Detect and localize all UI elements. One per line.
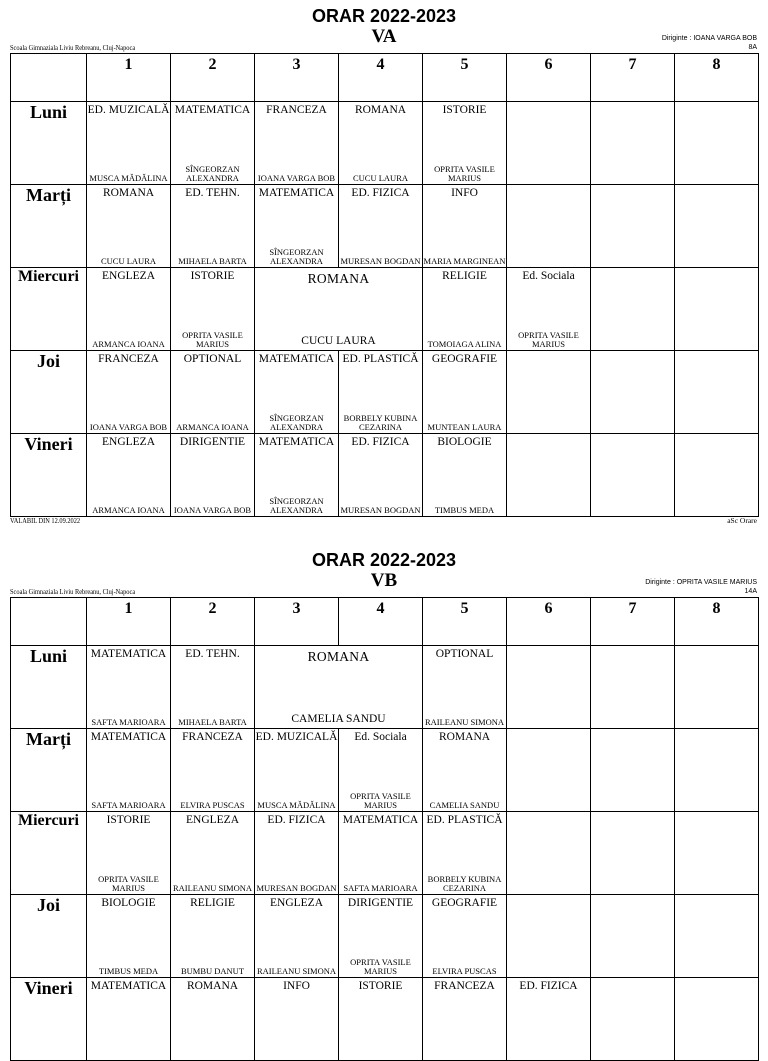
subject: DIRIGENTIE: [179, 436, 246, 448]
empty-cell: [507, 102, 591, 185]
day-row-joi: [11, 895, 759, 978]
empty-cell: [675, 978, 759, 1061]
subject: MATEMATICA: [258, 187, 335, 199]
lesson-cell: [339, 434, 423, 517]
empty-cell: [591, 185, 675, 268]
subject: MATEMATICA: [90, 980, 167, 992]
day-label: Miercuri: [11, 812, 87, 895]
period-header: 4: [339, 54, 423, 102]
teacher: BORBELY KUBINA CEZARINA: [343, 413, 418, 432]
lesson-cell: [171, 102, 255, 185]
subject: MATEMATICA: [90, 648, 167, 660]
lesson-cell: [339, 895, 423, 978]
empty-cell: [591, 434, 675, 517]
subject: GEOGRAFIE: [431, 353, 498, 365]
lesson-cell: [171, 351, 255, 434]
lesson-cell: [87, 729, 171, 812]
day-label: Joi: [11, 895, 87, 978]
day-row-luni: [11, 102, 759, 185]
period-header: 2: [171, 598, 255, 646]
lesson-cell: [423, 434, 507, 517]
teacher: TOMOIAGA ALINA: [427, 339, 502, 349]
lesson-cell: [87, 351, 171, 434]
lesson-cell: [87, 812, 171, 895]
lesson-cell: [507, 978, 591, 1061]
subject: ED. MUZICALĂ: [87, 104, 170, 116]
empty-cell: [675, 434, 759, 517]
teacher: MURESAN BOGDAN: [340, 505, 421, 515]
subject: ROMANA: [102, 187, 155, 199]
lesson-cell: [423, 729, 507, 812]
subject: FRANCEZA: [434, 980, 495, 992]
subject: ED. FIZICA: [351, 436, 410, 448]
subject: ROMANA: [438, 731, 491, 743]
lesson-cell: [171, 978, 255, 1061]
lesson-cell: [87, 102, 171, 185]
subject: ROMANA: [354, 104, 407, 116]
subject: ROMANA: [307, 649, 370, 664]
empty-cell: [507, 351, 591, 434]
school-name: Scoala Gimnaziala Liviu Rebreanu, Cluj-Napoca: [10, 587, 136, 596]
lesson-cell: [339, 185, 423, 268]
lesson-cell: [171, 812, 255, 895]
empty-cell: [591, 646, 675, 729]
class-teacher: Diriginte : IOANA VARGA BOB: [661, 35, 757, 42]
teacher: RAILEANU SIMONA: [256, 966, 337, 976]
teacher: ARMANCA IOANA: [92, 505, 165, 515]
subject: MATEMATICA: [90, 731, 167, 743]
subject: ISTORIE: [442, 104, 487, 116]
lesson-cell: [87, 434, 171, 517]
teacher: TIMBUS MEDA: [434, 505, 495, 515]
empty-cell: [591, 268, 675, 351]
lesson-cell: [171, 895, 255, 978]
day-label: Luni: [11, 646, 87, 729]
empty-cell: [591, 729, 675, 812]
period-header: 3: [255, 598, 339, 646]
period-header: 1: [87, 54, 171, 102]
day-row-miercuri: [11, 268, 759, 351]
lesson-cell: [87, 185, 171, 268]
lesson-cell: [423, 268, 507, 351]
subject: Ed. Sociala: [354, 731, 407, 743]
subject: MATEMATICA: [258, 353, 335, 365]
period-header-row: [11, 54, 759, 102]
teacher: IOANA VARGA BOB: [257, 173, 336, 183]
corner-cell: [11, 598, 87, 646]
teacher: MIHAELA BARTA: [178, 717, 247, 727]
period-header: 2: [171, 54, 255, 102]
lesson-cell: [171, 434, 255, 517]
empty-cell: [675, 646, 759, 729]
class-name: VB: [370, 570, 398, 591]
teacher: OPRITA VASILE MARIUS: [182, 330, 243, 349]
teacher: CUCU LAURA: [352, 173, 409, 183]
period-header: 6: [507, 598, 591, 646]
lesson-cell: [87, 268, 171, 351]
teacher: CUCU LAURA: [301, 335, 376, 347]
period-header-row: [11, 598, 759, 646]
teacher: SÎNGEORZAN ALEXANDRA: [269, 496, 324, 515]
empty-cell: [591, 102, 675, 185]
day-label: Marți: [11, 729, 87, 812]
lesson-cell: [255, 351, 339, 434]
subject: OPTIONAL: [435, 648, 494, 660]
lesson-cell: [423, 812, 507, 895]
teacher: MIHAELA BARTA: [178, 256, 247, 266]
day-label: Vineri: [11, 434, 87, 517]
subject: FRANCEZA: [182, 731, 243, 743]
teacher: SAFTA MARIOARA: [91, 800, 166, 810]
subject: ROMANA: [186, 980, 239, 992]
lesson-cell: [255, 102, 339, 185]
teacher: MURESAN BOGDAN: [256, 883, 337, 893]
subject: ISTORIE: [358, 980, 403, 992]
valid-from: VALABIL DIN 12.09.2022: [10, 516, 81, 525]
teacher: SÎNGEORZAN ALEXANDRA: [269, 413, 324, 432]
teacher: SÎNGEORZAN ALEXANDRA: [269, 247, 324, 266]
empty-cell: [675, 351, 759, 434]
empty-cell: [675, 812, 759, 895]
lesson-cell: [339, 812, 423, 895]
teacher: CUCU LAURA: [100, 256, 157, 266]
day-row-joi: [11, 351, 759, 434]
classroom: 8A: [748, 44, 757, 51]
subject: ED. PLASTICĂ: [426, 814, 503, 826]
lesson-cell: [255, 729, 339, 812]
teacher: IOANA VARGA BOB: [89, 422, 168, 432]
subject: BIOLOGIE: [101, 897, 156, 909]
day-label: Vineri: [11, 978, 87, 1061]
teacher: OPRITA VASILE MARIUS: [350, 791, 411, 810]
lesson-cell: [87, 646, 171, 729]
subject: RELIGIE: [442, 270, 487, 282]
subject: ED. FIZICA: [519, 980, 578, 992]
day-row-vineri: [11, 978, 759, 1061]
period-header: 7: [591, 54, 675, 102]
subject: ROMANA: [307, 271, 370, 286]
day-label: Luni: [11, 102, 87, 185]
lesson-cell: [423, 646, 507, 729]
lesson-cell: [255, 812, 339, 895]
empty-cell: [507, 895, 591, 978]
subject: INFO: [283, 980, 310, 992]
lesson-cell: [507, 268, 591, 351]
subject: OPTIONAL: [183, 353, 242, 365]
timetable-title: ORAR 2022-2023: [311, 550, 457, 570]
subject: MATEMATICA: [258, 436, 335, 448]
period-header: 5: [423, 598, 507, 646]
subject: ED. PLASTICĂ: [342, 353, 419, 365]
empty-cell: [675, 185, 759, 268]
subject: MATEMATICA: [342, 814, 419, 826]
subject: ENGLEZA: [185, 814, 239, 826]
subject: MATEMATICA: [174, 104, 251, 116]
lesson-cell: [339, 978, 423, 1061]
teacher: BORBELY KUBINA CEZARINA: [427, 874, 502, 893]
lesson-cell: [423, 351, 507, 434]
generator-credit: aSc Orare: [727, 516, 757, 525]
lesson-cell: [423, 185, 507, 268]
teacher: OPRITA VASILE MARIUS: [98, 874, 159, 893]
period-header: 6: [507, 54, 591, 102]
empty-cell: [675, 895, 759, 978]
teacher: IOANA VARGA BOB: [173, 505, 252, 515]
subject: ED. TEHN.: [185, 648, 240, 660]
teacher: RAILEANU SIMONA: [172, 883, 253, 893]
subject: ED. FIZICA: [267, 814, 326, 826]
subject: Ed. Sociala: [522, 270, 575, 282]
subject: DIRIGENTIE: [347, 897, 414, 909]
teacher: CAMELIA SANDU: [429, 800, 500, 810]
teacher: ELVIRA PUSCAS: [432, 966, 497, 976]
empty-cell: [591, 895, 675, 978]
teacher: OPRITA VASILE MARIUS: [434, 164, 495, 183]
day-row-marti: [11, 729, 759, 812]
schedule-grid: [10, 53, 759, 517]
subject: RELIGIE: [190, 897, 235, 909]
subject: ENGLEZA: [101, 270, 155, 282]
teacher: ARMANCA IOANA: [176, 422, 249, 432]
subject: ISTORIE: [106, 814, 151, 826]
class-teacher: Diriginte : OPRITA VASILE MARIUS: [645, 579, 757, 586]
lesson-cell: [255, 434, 339, 517]
lesson-cell: [255, 895, 339, 978]
lesson-cell: [339, 102, 423, 185]
empty-cell: [591, 812, 675, 895]
period-header: 1: [87, 598, 171, 646]
teacher: TIMBUS MEDA: [98, 966, 159, 976]
empty-cell: [507, 185, 591, 268]
day-row-luni: [11, 646, 759, 729]
day-label: Joi: [11, 351, 87, 434]
lesson-cell: [339, 351, 423, 434]
classroom: 14A: [744, 588, 757, 595]
lesson-cell: [423, 102, 507, 185]
subject: ENGLEZA: [101, 436, 155, 448]
teacher: MARIA MARGINEAN: [423, 256, 506, 266]
teacher: MUSCA MĂDĂLINA: [89, 173, 168, 183]
period-header: 8: [675, 598, 759, 646]
lesson-cell: [423, 895, 507, 978]
day-label: Miercuri: [11, 268, 87, 351]
lesson-cell: [255, 185, 339, 268]
lesson-cell: [171, 268, 255, 351]
subject: GEOGRAFIE: [431, 897, 498, 909]
teacher: OPRITA VASILE MARIUS: [350, 957, 411, 976]
subject: ISTORIE: [190, 270, 235, 282]
corner-cell: [11, 54, 87, 102]
teacher: SAFTA MARIOARA: [343, 883, 418, 893]
empty-cell: [507, 812, 591, 895]
teacher: BUMBU DANUT: [180, 966, 245, 976]
lesson-cell: [255, 978, 339, 1061]
empty-cell: [507, 646, 591, 729]
teacher: MURESAN BOGDAN: [340, 256, 421, 266]
empty-cell: [675, 268, 759, 351]
day-row-miercuri: [11, 812, 759, 895]
school-name: Scoala Gimnaziala Liviu Rebreanu, Cluj-Napoca: [10, 43, 136, 52]
subject: FRANCEZA: [98, 353, 159, 365]
double-lesson-cell: [255, 268, 423, 351]
empty-cell: [507, 434, 591, 517]
teacher: ELVIRA PUSCAS: [180, 800, 245, 810]
empty-cell: [507, 729, 591, 812]
subject: BIOLOGIE: [437, 436, 492, 448]
empty-cell: [675, 729, 759, 812]
lesson-cell: [171, 646, 255, 729]
lesson-cell: [339, 729, 423, 812]
subject: FRANCEZA: [266, 104, 327, 116]
class-name: VA: [371, 26, 397, 47]
subject: ED. FIZICA: [351, 187, 410, 199]
lesson-cell: [423, 978, 507, 1061]
period-header: 4: [339, 598, 423, 646]
teacher: CAMELIA SANDU: [291, 713, 386, 725]
subject: ENGLEZA: [269, 897, 323, 909]
lesson-cell: [171, 185, 255, 268]
day-row-vineri: [11, 434, 759, 517]
empty-cell: [591, 351, 675, 434]
period-header: 8: [675, 54, 759, 102]
teacher: SÎNGEORZAN ALEXANDRA: [185, 164, 240, 183]
period-header: 5: [423, 54, 507, 102]
teacher: RAILEANU SIMONA: [424, 717, 505, 727]
day-label: Marți: [11, 185, 87, 268]
teacher: ARMANCA IOANA: [92, 339, 165, 349]
lesson-cell: [87, 895, 171, 978]
subject: ED. MUZICALĂ: [255, 731, 338, 743]
period-header: 3: [255, 54, 339, 102]
schedule-grid: [10, 597, 759, 1061]
teacher: SAFTA MARIOARA: [91, 717, 166, 727]
teacher: MUSCA MĂDĂLINA: [257, 800, 336, 810]
double-lesson-cell: [255, 646, 423, 729]
period-header: 7: [591, 598, 675, 646]
empty-cell: [675, 102, 759, 185]
day-row-marti: [11, 185, 759, 268]
teacher: MUNTEAN LAURA: [427, 422, 502, 432]
empty-cell: [591, 978, 675, 1061]
timetable-title: ORAR 2022-2023: [311, 6, 457, 26]
lesson-cell: [87, 978, 171, 1061]
subject: ED. TEHN.: [185, 187, 240, 199]
lesson-cell: [171, 729, 255, 812]
teacher: OPRITA VASILE MARIUS: [518, 330, 579, 349]
subject: INFO: [451, 187, 478, 199]
